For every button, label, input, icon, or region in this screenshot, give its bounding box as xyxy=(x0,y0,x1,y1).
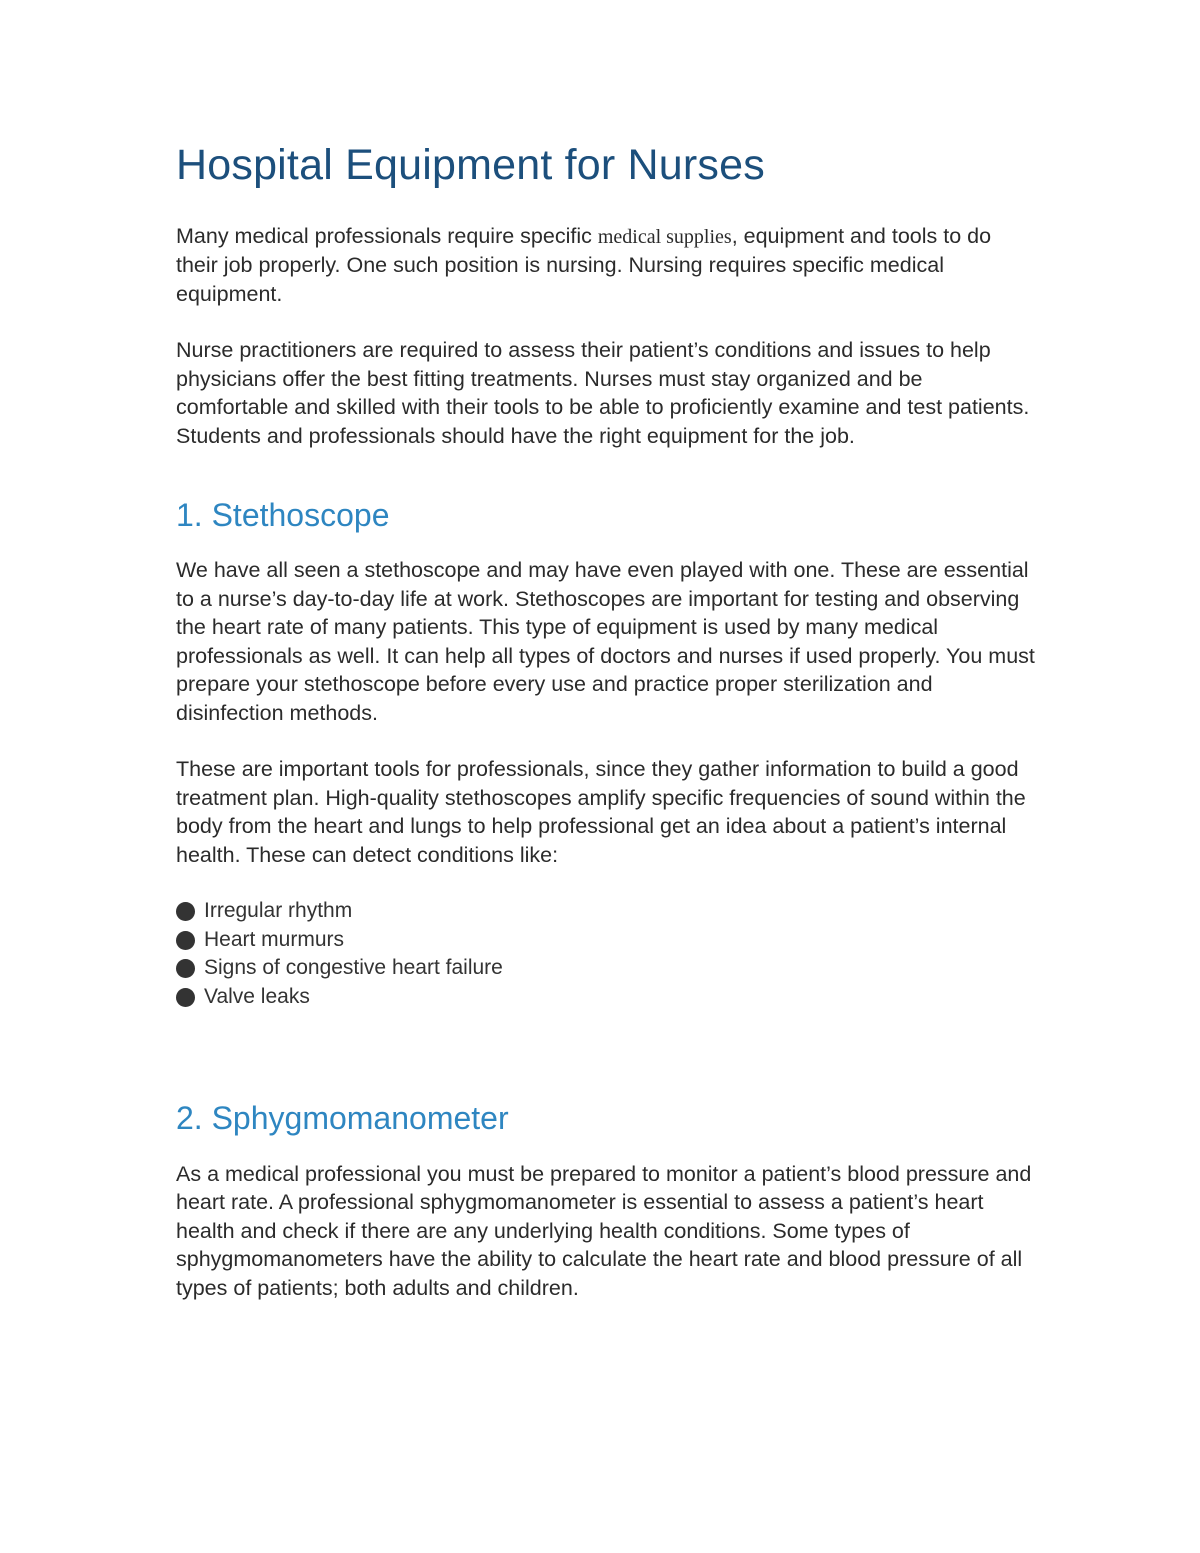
intro-paragraph-1 xyxy=(176,222,1036,309)
document-page xyxy=(176,140,1036,1330)
list-item-text: Heart murmurs xyxy=(204,927,345,951)
intro-text-start: Many medical professionals require specific xyxy=(176,223,598,248)
list-item xyxy=(176,954,1036,983)
section-heading-sphygmomanometer: 2. Sphygmomanometer xyxy=(176,1100,509,1137)
stethoscope-paragraph-2: These are important tools for professionals, since they gather information to build a good treatment plan. High-quality stethoscopes amplify specific frequencies of sound within the body from the heart and lungs to help professional get an idea about a patient’s internal health. These can detect conditions like: xyxy=(176,757,1026,867)
sphygmomanometer-paragraph-1: As a medical professional you must be prepared to monitor a patient’s blood pressure and heart rate. A professional sphygmomanometer is essential to assess a patient’s heart health and check if there are any underlying health conditions. Some types of sphygmomanometers have the ability to calculate the heart rate and blood pressure of all types of patients; both adults and children. xyxy=(176,1161,1032,1300)
intro-paragraph-2: Nurse practitioners are required to assess their patient’s conditions and issues to help physicians offer the best fitting treatments. Nurses must stay organized and be comfortable and skilled with their tools to be able to proficiently examine and test patients. Students and professionals should have the right equipment for the job. xyxy=(176,338,1030,448)
list-item-text: Signs of congestive heart failure xyxy=(204,956,503,980)
bullet-dot-icon xyxy=(176,931,195,950)
bullet-dot-icon xyxy=(176,902,195,921)
bullet-dot-icon xyxy=(176,959,195,978)
list-item xyxy=(176,926,1036,955)
list-item xyxy=(176,897,1036,926)
stethoscope-paragraph-1: We have all seen a stethoscope and may have even played with one. These are essential to a nurse’s day-to-day life at work. Stethoscopes are important for testing and observing the heart rate of many patients. This type of equipment is used by many medical professionals as well. It can help all types of doctors and nurses if used properly. You must prepare your stethoscope before every use and practice proper sterilization and disinfection methods. xyxy=(176,558,1035,725)
section-heading-stethoscope: 1. Stethoscope xyxy=(176,497,390,534)
bullet-dot-icon xyxy=(176,988,195,1007)
section-spacer xyxy=(176,1011,1036,1053)
intro-text-end: , equipment and tools to do their job properly. One such position is nursing. Nursing requires specific medical equipment. xyxy=(176,223,992,306)
list-item xyxy=(176,983,1036,1012)
list-item-text: Valve leaks xyxy=(204,984,310,1008)
list-item-text: Irregular rhythm xyxy=(204,899,353,923)
intro-link-medical-supplies: medical supplies xyxy=(597,225,732,248)
document-title: Hospital Equipment for Nurses xyxy=(176,141,765,189)
conditions-list xyxy=(176,897,1036,1011)
